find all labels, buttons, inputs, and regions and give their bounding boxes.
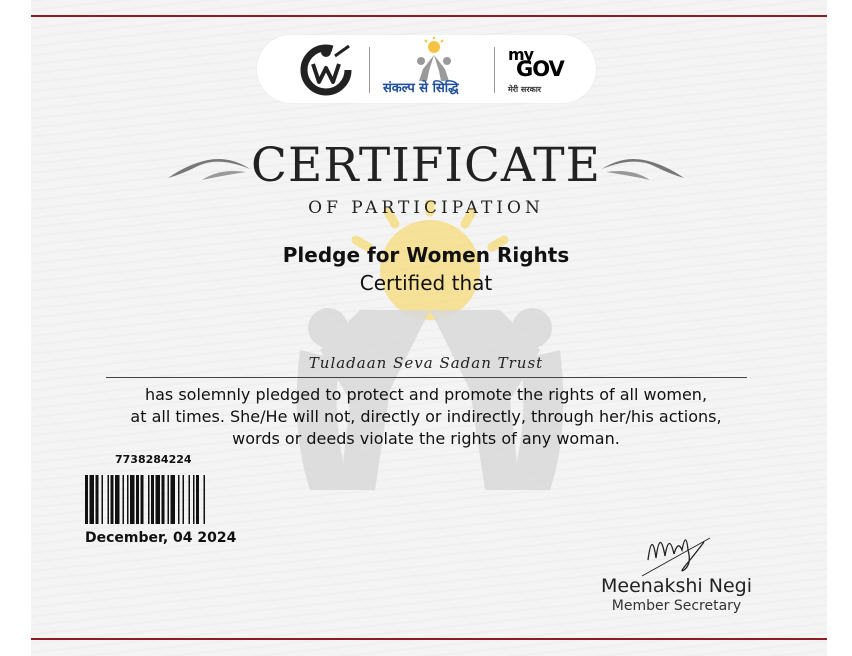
barcode-bar bbox=[130, 475, 135, 524]
top-border-rule bbox=[31, 15, 827, 17]
barcode-bar bbox=[204, 475, 206, 524]
barcode-bar bbox=[193, 475, 195, 524]
certificate-subtitle: OF PARTICIPATION bbox=[308, 198, 544, 218]
barcode-bar bbox=[156, 475, 161, 524]
mygov-tagline: मेरी सरकार bbox=[508, 85, 542, 94]
barcode-number: 7738284224 bbox=[115, 453, 192, 466]
barcode-bar bbox=[183, 475, 185, 524]
logo-banner bbox=[257, 35, 596, 103]
recipient-underline bbox=[106, 377, 747, 378]
logo-separator bbox=[369, 47, 370, 93]
signature-icon bbox=[638, 520, 718, 580]
barcode-bar bbox=[90, 475, 95, 524]
logo-separator bbox=[494, 47, 495, 93]
barcode-bar bbox=[151, 475, 154, 524]
mygov-gov-text: GOV bbox=[516, 57, 564, 81]
barcode-bar bbox=[136, 475, 139, 524]
mygov-logo bbox=[508, 45, 578, 93]
barcode-bar bbox=[108, 475, 110, 524]
barcode-bar bbox=[162, 475, 165, 524]
pledge-line-1: has solemnly pledged to protect and promote the rights of all women, bbox=[144, 385, 708, 404]
bottom-border-rule bbox=[31, 638, 827, 640]
barcode-bar bbox=[168, 475, 170, 524]
barcode-bar bbox=[96, 475, 99, 524]
barcode-icon bbox=[85, 475, 266, 524]
barcode-bar bbox=[111, 475, 114, 524]
mygov-my-text: my bbox=[508, 45, 534, 64]
recipient-name: Tuladaan Seva Sadan Trust bbox=[308, 354, 544, 372]
pledge-title: Pledge for Women Rights bbox=[282, 243, 570, 267]
issue-date: December, 04 2024 bbox=[85, 530, 237, 546]
barcode-bar bbox=[85, 475, 88, 524]
certificate-title: CERTIFICATE bbox=[251, 138, 601, 193]
barcode-bar bbox=[115, 475, 120, 524]
barcode-bar bbox=[148, 475, 150, 524]
pledge-line-2: at all times. She/He will not, directly or indirectly, through her/his actions, bbox=[130, 407, 722, 426]
sankalp-logo-text: संकल्प से सिद्धि bbox=[383, 81, 459, 96]
certified-that-text: Certified that bbox=[359, 271, 493, 295]
barcode-bar bbox=[102, 475, 104, 524]
signatory-name: Meenakshi Negi bbox=[601, 575, 752, 597]
barcode-bar bbox=[123, 475, 125, 524]
barcode-bar bbox=[178, 475, 180, 524]
barcode-bar bbox=[171, 475, 176, 524]
sankalp-logo-icon bbox=[409, 37, 459, 81]
barcode-bar bbox=[189, 475, 191, 524]
pledge-statement bbox=[80, 384, 772, 450]
signatory-role: Member Secretary bbox=[611, 598, 742, 614]
barcode-bar bbox=[127, 475, 129, 524]
ncw-logo-icon bbox=[299, 42, 353, 96]
barcode-bar bbox=[141, 475, 144, 524]
barcode-bar bbox=[196, 475, 199, 524]
pledge-line-3: words or deeds violate the rights of any woman. bbox=[232, 429, 620, 448]
